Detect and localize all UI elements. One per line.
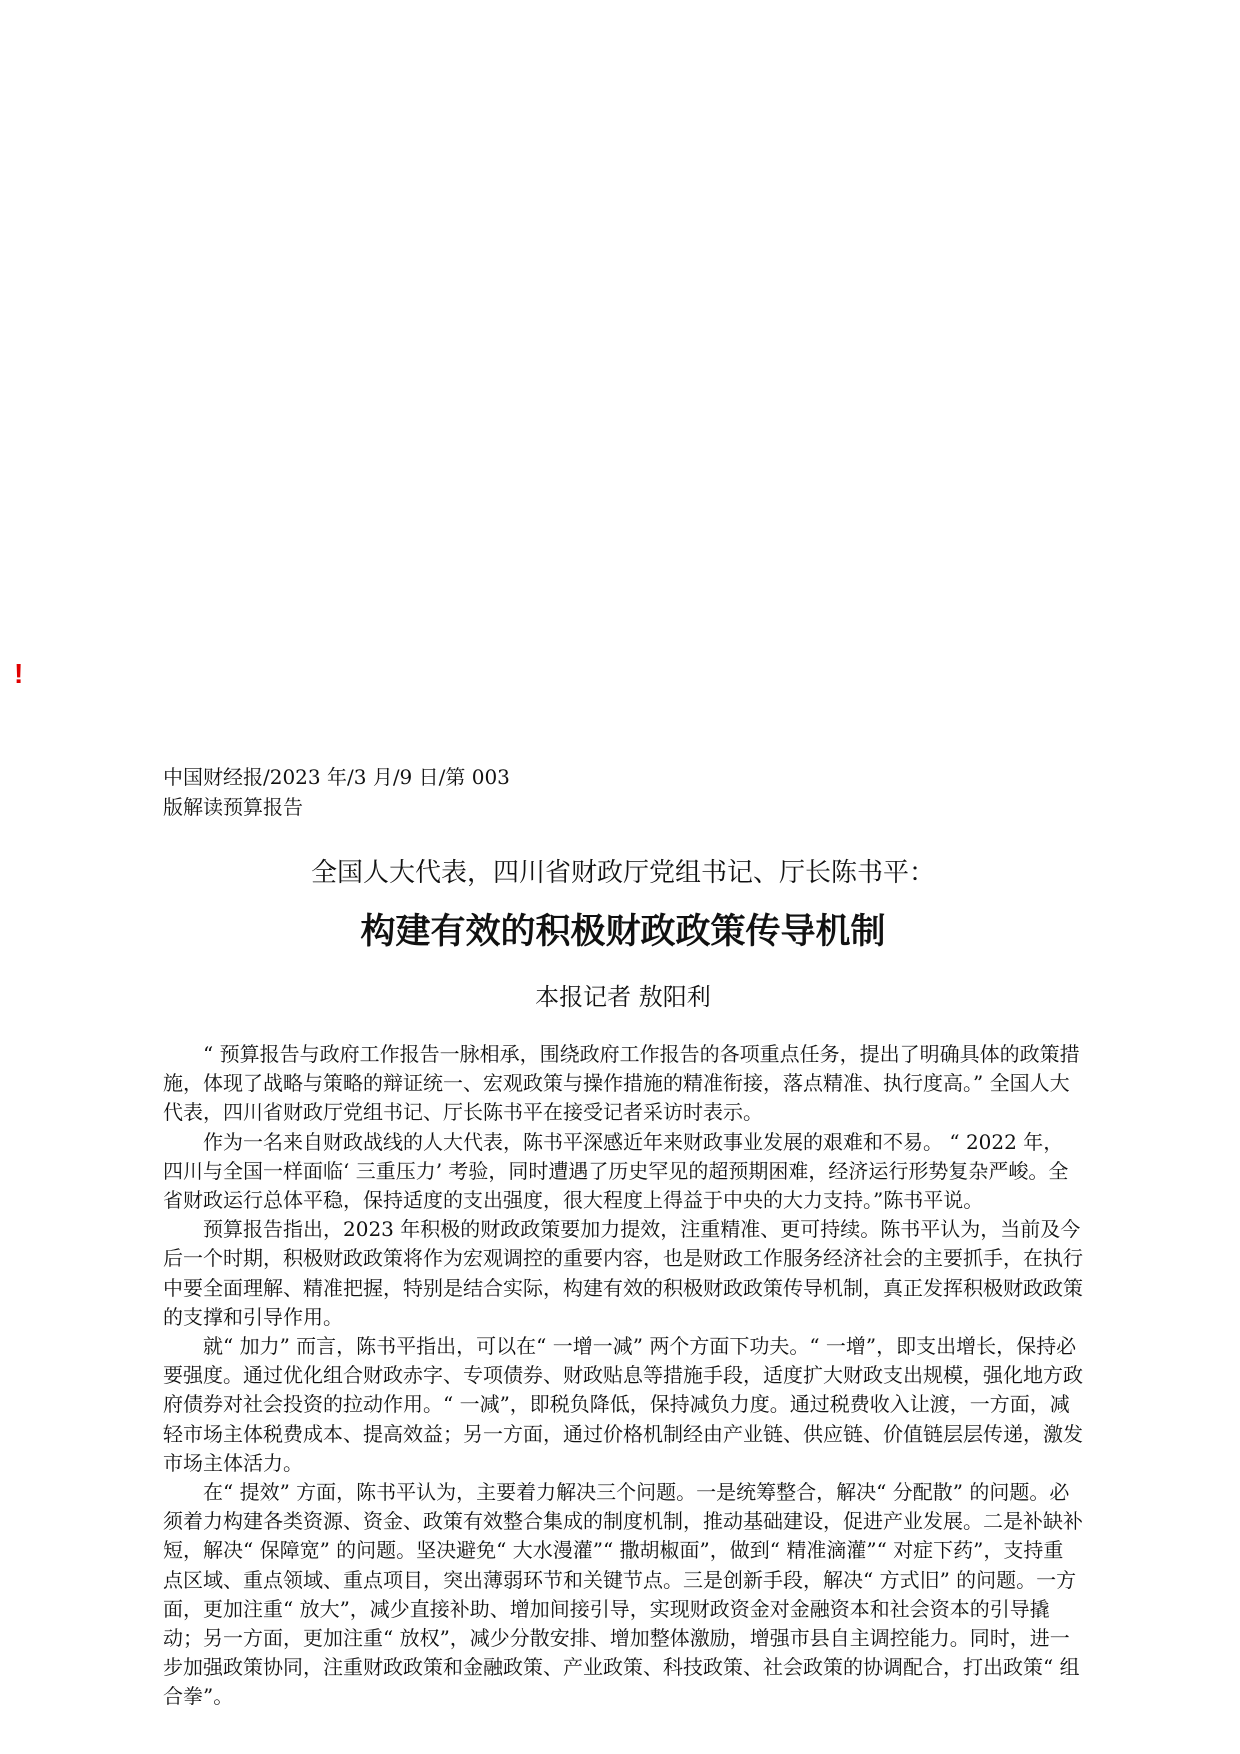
article-title: 构建有效的积极财政政策传导机制 <box>360 912 886 952</box>
paragraph-3: 预算报告指出，2023 年积极的财政政策要加力提效，注重精准、更可持续。陈书平认为，当前及今后一个时期，积极财政政策将作为宏观调控的重要内容，也是财政工作服务经济社会的主要抓手，在执行中要全面理解、精准把握，特别是结合实际，构建有效的积极财政政策传导机制，真正发挥积极财政政策的支撑和引导作用。 <box>163 1217 1083 1329</box>
red-exclamation-mark: ! <box>14 658 24 689</box>
source-info <box>163 762 1083 822</box>
article-body <box>163 1040 1083 1712</box>
source-line-publication: 中国财经报/2023 年/3 月/9 日/第 003 <box>163 765 510 789</box>
paragraph-5: 在“ 提效” 方面，陈书平认为，主要着力解决三个问题。一是统筹整合，解决“ 分配散” 的问题。必须着力构建各类资源、资金、政策有效整合集成的制度机制，推动基础建设，促进产业发展。二是补缺补短，解决“ 保障宽” 的问题。坚决避免“ 大水漫灌”“ 撒胡椒面”，做到“ 精准滴灌”“ 对症下药”，支持重点区域、重点领域、重点项目，突出薄弱环节和关键节点。三是创新手段，解决“ 方式旧” 的问题。一方面，更加注重“ 放大”，减少直接补助、增加间接引导，实现财政资金对金融资本和社会资本的引导撬动；另一方面，更加注重“ 放权”，减少分散安排、增加整体激励，增强市县自主调控能力。同时，进一步加强政策协同，注重财政政策和金融政策、产业政策、科技政策、社会政策的协调配合，打出政策“ 组合拳”。 <box>163 1480 1083 1709</box>
paragraph-1: “ 预算报告与政府工作报告一脉相承，围绕政府工作报告的各项重点任务，提出了明确具体的政策措施，体现了战略与策略的辩证统一、宏观政策与操作措施的精准衔接，落点精准、执行度高。” 全国人大代表，四川省财政厅党组书记、厅长陈书平在接受记者采访时表示。 <box>163 1042 1080 1125</box>
article-subtitle: 全国人大代表，四川省财政厅党组书记、厅长陈书平： <box>310 858 935 888</box>
article-byline: 本报记者 敖阳利 <box>535 983 711 1011</box>
paragraph-2: 作为一名来自财政战线的人大代表，陈书平深感近年来财政事业发展的艰难和不易。 “ 2022 年，四川与全国一样面临‘ 三重压力’ 考验，同时遭遇了历史罕见的超预期困难，经济运行形势复杂严峻。全省财政运行总体平稳，保持适度的支出强度，很大程度上得益于中央的大力支持。”陈书平说。 <box>163 1129 1069 1213</box>
source-line-section: 版解读预算报告 <box>163 795 303 819</box>
paragraph-4: 就“ 加力” 而言，陈书平指出，可以在“ 一增一减” 两个方面下功夫。“ 一增”，即支出增长，保持必要强度。通过优化组合财政赤字、专项债券、财政贴息等措施手段，适度扩大财政支出规模，强化地方政府债券对社会投资的拉动作用。“ 一减”，即税负降低，保持减负力度。通过税费收入让渡，一方面，减轻市场主体税费成本、提高效益；另一方面，通过价格机制经由产业链、供应链、价值链层层传递，激发市场主体活力。 <box>163 1334 1083 1475</box>
